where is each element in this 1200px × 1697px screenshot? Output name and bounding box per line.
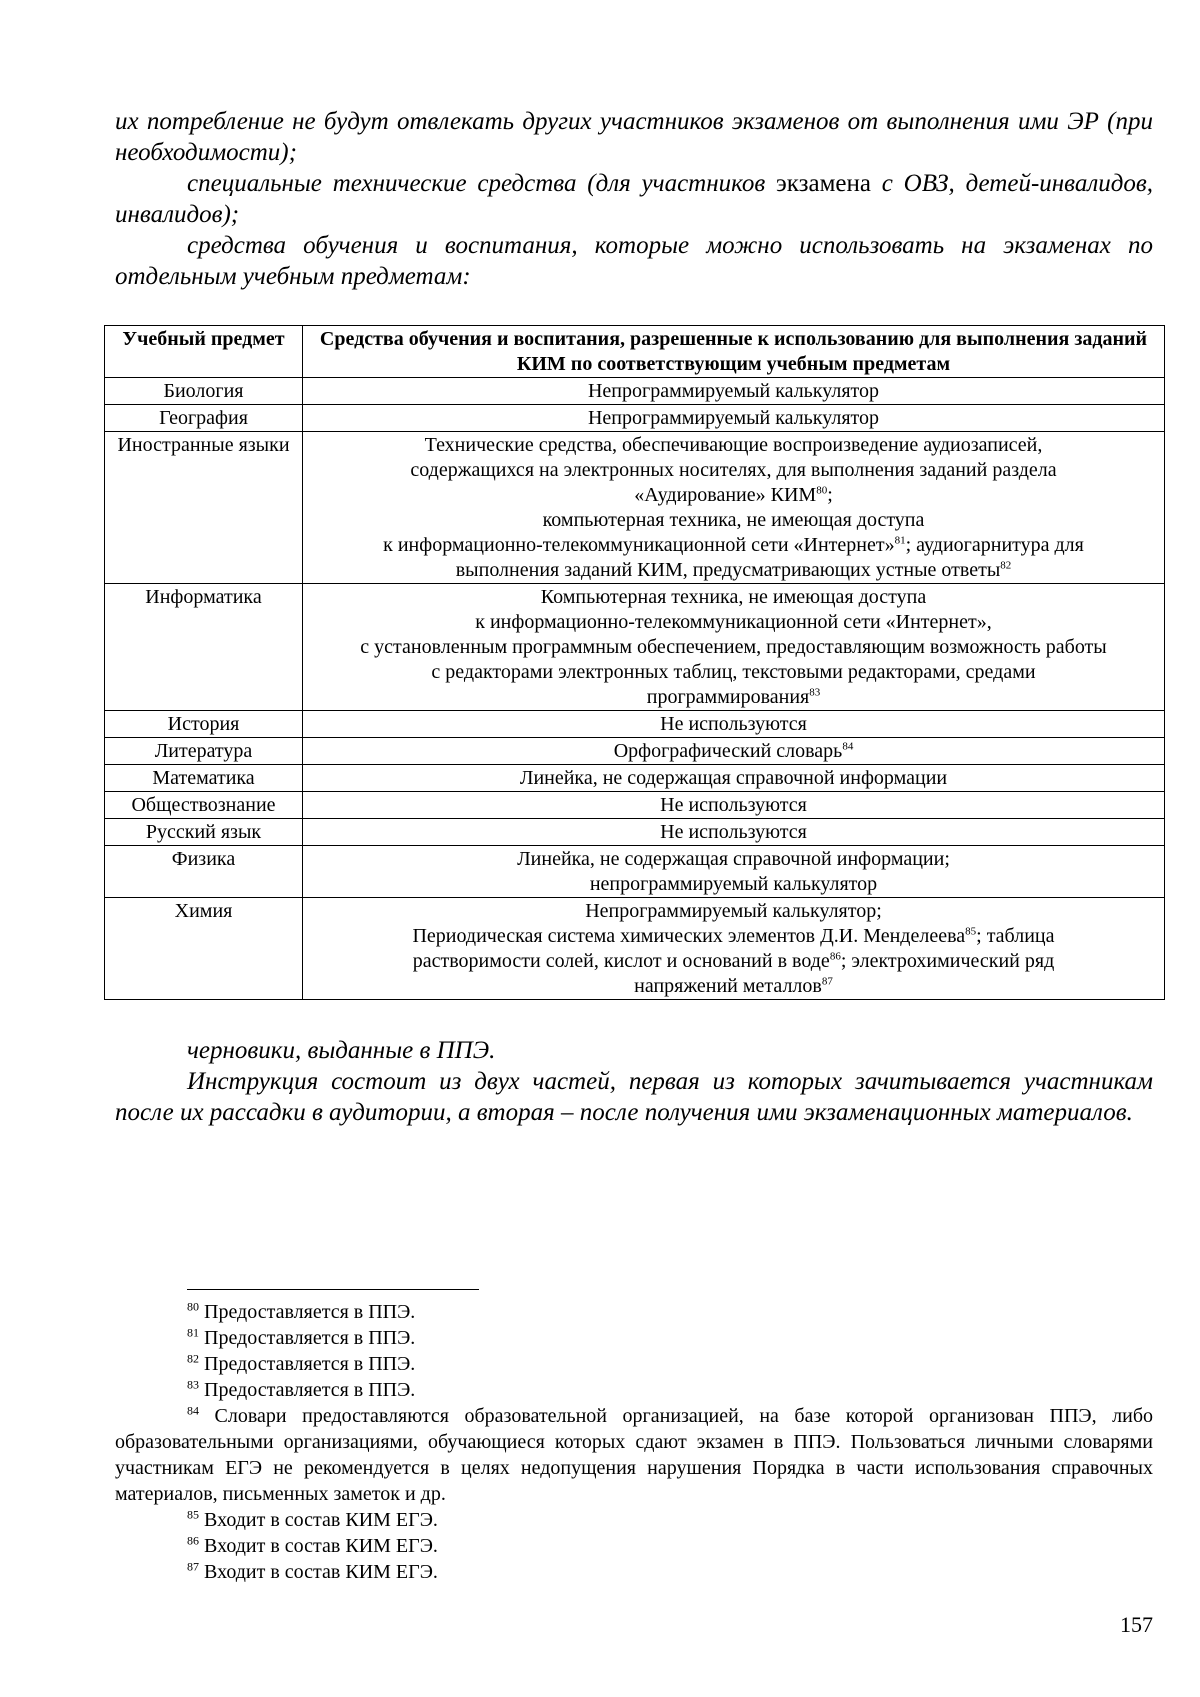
table-row [105, 405, 1165, 432]
table-row [105, 765, 1165, 792]
tools-line [306, 508, 1161, 533]
footnote [115, 1299, 1153, 1325]
footnote-ref: 87 [821, 975, 833, 988]
subject-cell: Иностранные языки [105, 432, 303, 584]
footnote-text: Входит в состав КИМ ЕГЭ. [199, 1509, 438, 1531]
footnote-text: Предоставляется в ППЭ. [199, 1327, 416, 1349]
footnote-text: Предоставляется в ППЭ. [199, 1301, 416, 1323]
tools-line [306, 483, 1161, 508]
tools-line-text: Орфографический словарь [613, 740, 843, 762]
tools-line-text: Не используются [660, 794, 807, 816]
header-subject: Учебный предмет [105, 326, 303, 378]
tools-line [306, 458, 1161, 483]
tools-line [306, 610, 1161, 635]
table-header-row [105, 326, 1165, 378]
tools-cell [303, 738, 1165, 765]
tools-line-text: Не используются [660, 713, 807, 735]
footnote-number: 80 [187, 1299, 199, 1314]
footnote [115, 1377, 1153, 1403]
table-row [105, 819, 1165, 846]
table-row [105, 432, 1165, 584]
footnote [115, 1325, 1153, 1351]
tools-line-text: компьютерная техника, не имеющая доступа [542, 509, 925, 531]
footnote-number: 85 [187, 1507, 199, 1522]
tools-line [306, 793, 1161, 818]
tools-cell [303, 711, 1165, 738]
tools-line-text: программирования [646, 686, 810, 708]
footnote-ref: 85 [965, 925, 977, 938]
header-tools: Средства обучения и воспитания, разрешенные к использованию для выполнения заданий КИМ по соответствующим учебным предметам [303, 326, 1165, 378]
tools-line [306, 406, 1161, 431]
tools-line-text: Линейка, не содержащая справочной информации [519, 767, 948, 789]
subject-cell: География [105, 405, 303, 432]
footnote-number: 84 [187, 1403, 199, 1418]
subject-cell: Русский язык [105, 819, 303, 846]
subject-cell: Обществознание [105, 792, 303, 819]
tools-cell [303, 765, 1165, 792]
tools-line [306, 685, 1161, 710]
allowed-tools-table [104, 325, 1165, 1000]
tools-line-tail: ; аудиогарнитура для [905, 534, 1084, 556]
tools-line [306, 739, 1161, 764]
footnote-text: Входит в состав КИМ ЕГЭ. [199, 1535, 438, 1557]
subject-cell: Литература [105, 738, 303, 765]
tools-cell [303, 898, 1165, 1000]
intro-paragraph-2 [115, 168, 1153, 230]
footnote-number: 83 [187, 1377, 199, 1392]
footnote-ref: 86 [829, 950, 841, 963]
tools-line-text: Периодическая система химических элементов Д.И. Менделеева [412, 925, 966, 947]
subject-cell: История [105, 711, 303, 738]
subject-cell: Биология [105, 378, 303, 405]
tools-line [306, 949, 1161, 974]
tools-line-text: содержащихся на электронных носителях, для выполнения заданий раздела [410, 459, 1057, 481]
tools-line-text: Компьютерная техника, не имеющая доступа [540, 586, 927, 608]
tools-line [306, 820, 1161, 845]
intro-paragraph-2-start: специальные технические средства (для участников [187, 170, 777, 197]
tools-line-text: Не используются [660, 821, 807, 843]
tools-line-tail: ; [827, 484, 833, 506]
tools-line [306, 558, 1161, 583]
subject-cell: Физика [105, 846, 303, 898]
intro-paragraph-1: их потребление не будут отвлекать других участников экзаменов от выполнения ими ЭР (при необходимости); [115, 108, 1153, 166]
tools-line-text: с установленным программным обеспечением, предоставляющим возможность работы [360, 636, 1107, 658]
footnote-ref: 83 [809, 686, 821, 699]
tools-line-text: выполнения заданий КИМ, предусматривающих устные ответы [455, 559, 1001, 581]
intro-paragraph-2-upright: экзамена [776, 170, 871, 197]
tools-line [306, 533, 1161, 558]
tools-line-text: Непрограммируемый калькулятор [587, 407, 880, 429]
tools-line-text: Непрограммируемый калькулятор [587, 380, 880, 402]
footnote-separator [187, 1289, 479, 1290]
tools-line-text: с редакторами электронных таблиц, текстовыми редакторами, средами [431, 661, 1036, 683]
after-table-text [115, 1035, 1153, 1128]
footnote-number: 86 [187, 1533, 199, 1548]
tools-line [306, 712, 1161, 737]
tools-line [306, 899, 1161, 924]
tools-cell [303, 792, 1165, 819]
footnote [115, 1351, 1153, 1377]
tools-line [306, 379, 1161, 404]
tools-line [306, 872, 1161, 897]
tools-line-text: к информационно-телекоммуникационной сети «Интернет», [475, 611, 992, 633]
table-row [105, 738, 1165, 765]
tools-cell [303, 378, 1165, 405]
intro-paragraph-2-end: с ОВЗ, детей-инвалидов, инвалидов); [115, 170, 1154, 228]
tools-cell [303, 432, 1165, 584]
after-paragraph-2: Инструкция состоит из двух частей, первая из которых зачитывается участникам после их рассадки в аудитории, а вторая – после получения ими экзаменационных материалов. [115, 1068, 1153, 1126]
tools-cell [303, 846, 1165, 898]
after-paragraph-1: черновики, выданные в ППЭ. [187, 1037, 496, 1064]
tools-cell [303, 405, 1165, 432]
footnote-number: 82 [187, 1351, 199, 1366]
table-row [105, 584, 1165, 711]
footnote [115, 1507, 1153, 1533]
table-row [105, 898, 1165, 1000]
tools-line-text: напряжений металлов [634, 975, 822, 997]
tools-line-text: непрограммируемый калькулятор [589, 873, 878, 895]
tools-line [306, 847, 1161, 872]
subject-cell: Информатика [105, 584, 303, 711]
footnote-text: Предоставляется в ППЭ. [199, 1353, 416, 1375]
tools-line [306, 974, 1161, 999]
footnote-text: Входит в состав КИМ ЕГЭ. [199, 1561, 438, 1583]
tools-line [306, 660, 1161, 685]
tools-cell [303, 819, 1165, 846]
intro-text [115, 106, 1153, 292]
table-row [105, 378, 1165, 405]
footnote-ref: 80 [816, 484, 828, 497]
table-body [105, 378, 1165, 1000]
tools-line [306, 635, 1161, 660]
footnotes [115, 1299, 1153, 1585]
footnote-ref: 81 [894, 534, 906, 547]
tools-line-text: Технические средства, обеспечивающие воспроизведение аудиозаписей, [424, 434, 1043, 456]
tools-line-tail: ; таблица [976, 925, 1055, 947]
subject-cell: Химия [105, 898, 303, 1000]
footnote-ref: 82 [1000, 559, 1012, 572]
footnote-number: 81 [187, 1325, 199, 1340]
tools-cell [303, 584, 1165, 711]
table-row [105, 711, 1165, 738]
footnote-number: 87 [187, 1559, 199, 1574]
footnote-text: Словари предоставляются образовательной организацией, на базе которой организован ППЭ, либо образовательными организациями, обучающиеся которых сдают экзамен в ППЭ. Пользоваться личными словарями участникам ЕГЭ не рекомендуется в целях недопущения нарушения Порядка в части использования справочных материалов, письменных заметок и др. [115, 1405, 1153, 1505]
tools-line [306, 924, 1161, 949]
footnote [115, 1533, 1153, 1559]
tools-line-text: к информационно-телекоммуникационной сети «Интернет» [383, 534, 895, 556]
footnote-text: Предоставляется в ППЭ. [199, 1379, 416, 1401]
subject-cell: Математика [105, 765, 303, 792]
tools-line-text: растворимости солей, кислот и оснований в воде [412, 950, 830, 972]
tools-line [306, 585, 1161, 610]
footnote [115, 1403, 1153, 1507]
intro-paragraph-3: средства обучения и воспитания, которые можно использовать на экзаменах по отдельным учебным предметам: [115, 232, 1153, 290]
table-row [105, 846, 1165, 898]
tools-line-text: «Аудирование» КИМ [634, 484, 817, 506]
page-number: 157 [1120, 1612, 1153, 1637]
footnote [115, 1559, 1153, 1585]
footnote-ref: 84 [842, 740, 854, 753]
tools-line-text: Непрограммируемый калькулятор; [585, 900, 882, 922]
tools-line-tail: ; электрохимический ряд [840, 950, 1055, 972]
tools-line-text: Линейка, не содержащая справочной информации; [517, 848, 950, 870]
tools-line [306, 766, 1161, 791]
table-row [105, 792, 1165, 819]
tools-line [306, 433, 1161, 458]
